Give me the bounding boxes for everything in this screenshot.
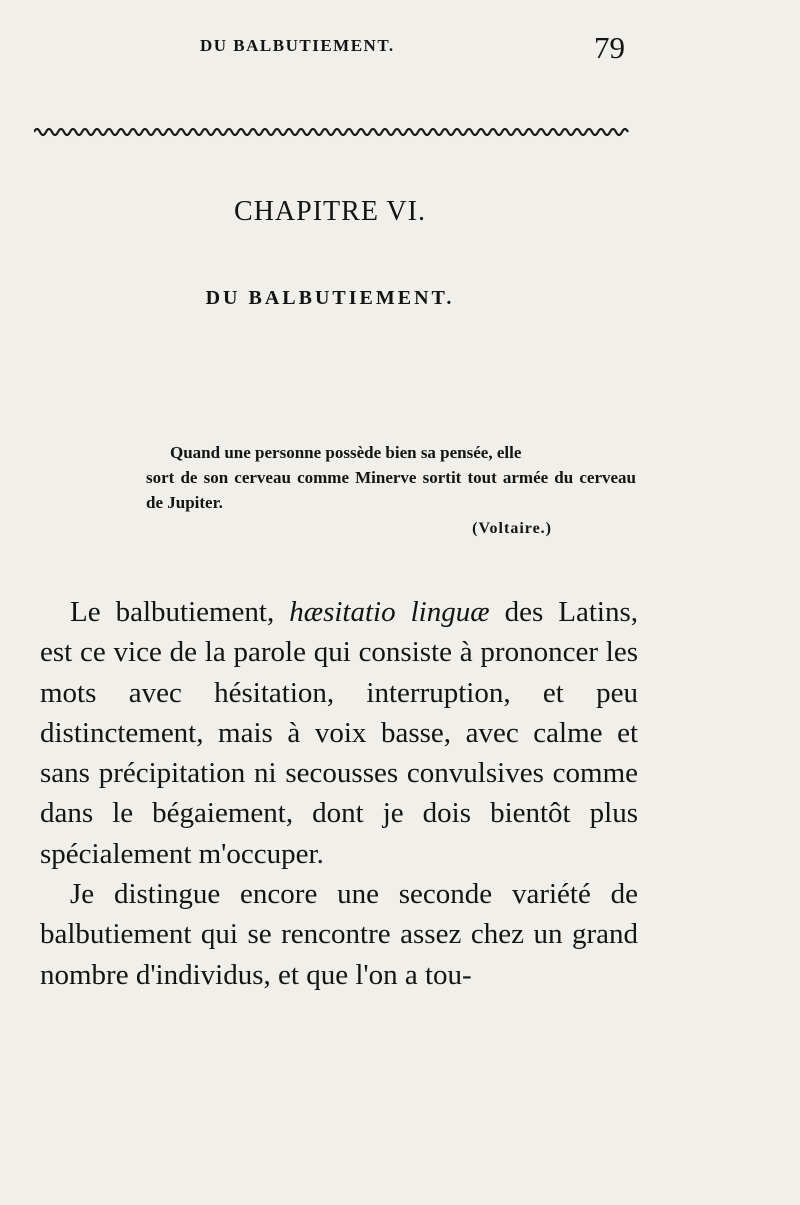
paragraph: Je distingue encore une seconde variété de balbutiement qui se rencontre assez chez un grand nombre d'individus, et que l'on a tou- (40, 878, 638, 991)
latin-term: hæsitatio linguæ (289, 596, 490, 628)
epigraph (146, 440, 636, 515)
epigraph-line: sort de son cerveau comme Minerve sortit tout armée du cerveau de Jupiter. (146, 468, 636, 512)
epigraph-attribution: (Voltaire.) (472, 520, 552, 537)
paragraph-text: Le balbutiement, (70, 596, 290, 628)
running-head: DU BALBUTIEMENT. (200, 36, 395, 55)
paragraph-text: des Latins, est ce vice de la parole qui consiste à prononcer les mots avec hésitation, interruption, et peu distinctement, mais à voix basse, avec calme et sans précipitation ni secousses convulsives comme dans le bégaiement, dont je dois bientôt plus spécialement m'occuper. (40, 596, 638, 870)
epigraph-line: Quand une personne possède bien sa pensée, elle (170, 443, 522, 462)
paragraph (40, 592, 638, 874)
body-text (40, 592, 638, 995)
section-title: DU BALBUTIEMENT. (205, 287, 455, 309)
ornamental-rule (34, 124, 630, 140)
page-number: 79 (594, 30, 625, 65)
chapter-title: CHAPITRE VI. (234, 196, 426, 227)
